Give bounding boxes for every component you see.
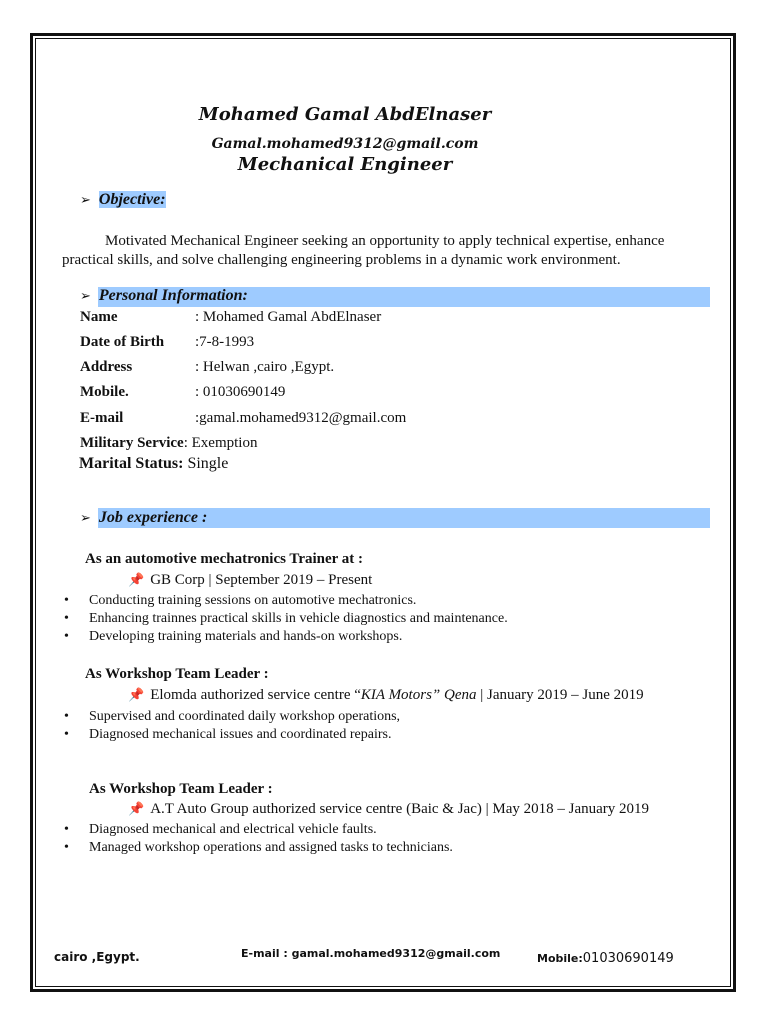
label-date-of-birth: Date of Birth bbox=[80, 334, 165, 350]
job-1-title: As an automotive mechatronics Trainer at : bbox=[85, 551, 364, 567]
label-name: Name bbox=[80, 309, 118, 325]
footer-location: cairo ,Egypt. bbox=[54, 950, 140, 964]
value-military-service: : Exemption bbox=[183, 435, 258, 451]
list-item: • Supervised and coordinated daily workshop operations, bbox=[64, 708, 400, 726]
job-1-company: 📌 GB Corp | September 2019 – Present bbox=[128, 572, 373, 588]
arrowhead-icon: ➢ bbox=[80, 511, 91, 526]
job-title: Mechanical Engineer bbox=[237, 154, 453, 175]
job-2-title: As Workshop Team Leader : bbox=[85, 666, 269, 682]
objective-text-line2: practical skills, and solve challenging engineering problems in a dynamic work environment. bbox=[62, 252, 621, 268]
job-experience-heading: ➢ Job experience : bbox=[80, 509, 208, 526]
value-mobile: : 01030690149 bbox=[195, 384, 286, 400]
footer-email: E-mail : gamal.mohamed9312@gmail.com bbox=[241, 947, 501, 960]
value-name: : Mohamed Gamal AbdElnaser bbox=[195, 309, 382, 325]
label-marital-status: Marital Status: bbox=[79, 455, 184, 472]
job-3-title: As Workshop Team Leader : bbox=[89, 781, 273, 797]
list-item: • Diagnosed mechanical and electrical vehicle faults. bbox=[64, 821, 453, 839]
pushpin-icon: 📌 bbox=[128, 688, 145, 703]
label-mobile: Mobile. bbox=[80, 384, 129, 400]
objective-text-line1: Motivated Mechanical Engineer seeking an opportunity to apply technical expertise, enhance bbox=[105, 233, 665, 249]
job-2-duties bbox=[64, 708, 400, 744]
list-item: • Diagnosed mechanical issues and coordinated repairs. bbox=[64, 726, 400, 744]
pushpin-icon: 📌 bbox=[128, 573, 145, 588]
value-date-of-birth: :7-8-1993 bbox=[195, 334, 255, 350]
list-item: • Developing training materials and hands-on workshops. bbox=[64, 628, 508, 646]
job-1-duties bbox=[64, 592, 508, 646]
list-item: • Managed workshop operations and assigned tasks to technicians. bbox=[64, 839, 453, 857]
label-address: Address bbox=[80, 359, 133, 375]
objective-heading: ➢ Objective: bbox=[80, 191, 166, 208]
arrowhead-icon: ➢ bbox=[80, 193, 91, 208]
list-item: • Enhancing trainnes practical skills in vehicle diagnostics and maintenance. bbox=[64, 610, 508, 628]
marital-status-row bbox=[79, 455, 228, 473]
job-2-company: 📌 Elomda authorized service centre “KIA Motors” Qena | January 2019 – June 2019 bbox=[128, 687, 644, 703]
list-item: • Conducting training sessions on automotive mechatronics. bbox=[64, 592, 508, 610]
arrowhead-icon: ➢ bbox=[80, 289, 91, 304]
job-3-duties bbox=[64, 821, 453, 857]
candidate-name: Mohamed Gamal AbdElnaser bbox=[198, 104, 492, 125]
job-3-company: 📌 A.T Auto Group authorized service centre (Baic & Jac) | May 2018 – January 2019 bbox=[128, 801, 650, 817]
value-marital-status: Single bbox=[183, 455, 229, 472]
value-address: : Helwan ,cairo ,Egypt. bbox=[195, 359, 335, 375]
pushpin-icon: 📌 bbox=[128, 802, 145, 817]
footer-mobile: Mobile:01030690149 bbox=[537, 951, 674, 966]
label-military-service: Military Service bbox=[80, 435, 184, 451]
label-email: E-mail bbox=[80, 410, 124, 426]
value-email: :gamal.mohamed9312@gmail.com bbox=[195, 410, 407, 426]
personal-info-heading: ➢ Personal Information: bbox=[80, 287, 248, 304]
header-email: Gamal.mohamed9312@gmail.com bbox=[211, 136, 479, 152]
military-service-row bbox=[80, 435, 257, 452]
